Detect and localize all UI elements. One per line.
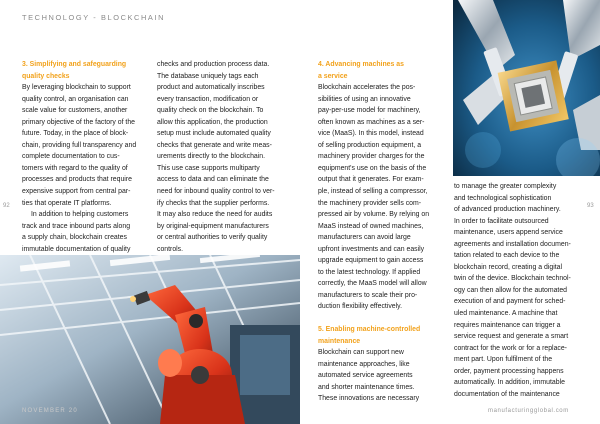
heading-machine-controlled-maintenance: 5. Enabling machine-controlled maintenance (318, 326, 421, 345)
footer-website: manufacturingglobal.com (488, 408, 569, 414)
paragraph: By leveraging blockchain to support quality control, an organisation can scale value for customers, another primary objective of the factory of the future. Today, in the place of block- chain, providing full transparency and complete documentation to cus- tomers with regard to the quality of processes and products that require expensive support from central par- ties that operate IT platforms. (22, 84, 137, 207)
heading-machines-as-a-service: 4. Advancing machines as a service (318, 61, 404, 80)
robot-arm-illustration (0, 255, 300, 424)
footer-date: NOVEMBER 20 (22, 408, 78, 414)
heading-quality-checks: 3. Simplifying and safeguarding quality checks (22, 61, 127, 80)
paragraph: Blockchain can support new maintenance approaches, like automated service agreements and shorter maintenance times. These innovations are necessary (318, 349, 420, 403)
section-header: TECHNOLOGY - BLOCKCHAIN (22, 13, 166, 22)
article-column-3 (318, 59, 448, 405)
article-column-1 (22, 59, 147, 255)
article-column-2: checks and production process data. The database uniquely tags each product and automatically inscribes every transaction, modification or quality check on the blockchain. To allow this application, the production setup must include automated quality checks that generate and write meas- urements directly to the blockchain. This use case supports multiparty access to data and can eliminate the need for inbound quality control to ver- ify checks that the supplier performs. It may also reduce the need for audits by original-equipment manufacturers or central authorities to verify quality controls. (157, 61, 275, 253)
paragraph: Blockchain accelerates the pos- sibilities of using an innovative pay-per-use model for machinery, often known as machines as a ser- vice (MaaS). In this model, instead of selling production equipment, a machinery provider charges for the equipment's use on the basis of the output that it generates. For exam- ple, instead of selling a compressor, the machinery provider sells com- pressed air by volume. By relying on MaaS instead of owned machines, manufacturers can avoid large upfront investments and can easily upgrade equipment to gain access to the latest technology. If applied correctly, the MaaS model will allow manufacturers to scale their pro- duction flexibility effectively. (318, 84, 430, 311)
article-column-4: to manage the greater complexity and technological sophistication of advanced production machinery. In order to facilitate outsourced maintenance, users append service agreements and installation documen- tation related to each device to the blockchain record, creating a digital twin of the device. Blockchain technol- ogy can then allow for the automated execution of and payment for sched- uled maintenance. A machine that requires maintenance can trigger a service request and generate a smart contract for the work or for a replace- ment part. Upon fulfilment of the order, payment processing happens automatically. In addition, immutable documentation of the maintenance (454, 183, 571, 398)
page-number-right: 93 (587, 203, 594, 209)
microchip-photo (453, 0, 600, 176)
paragraph: In addition to helping customers track and trace inbound parts along a supply chain, blockchain creates immutable documentation of quality (22, 211, 131, 253)
page-number-left: 92 (3, 203, 10, 209)
robot-arm-photo (0, 255, 300, 424)
microchip-illustration (453, 0, 600, 176)
